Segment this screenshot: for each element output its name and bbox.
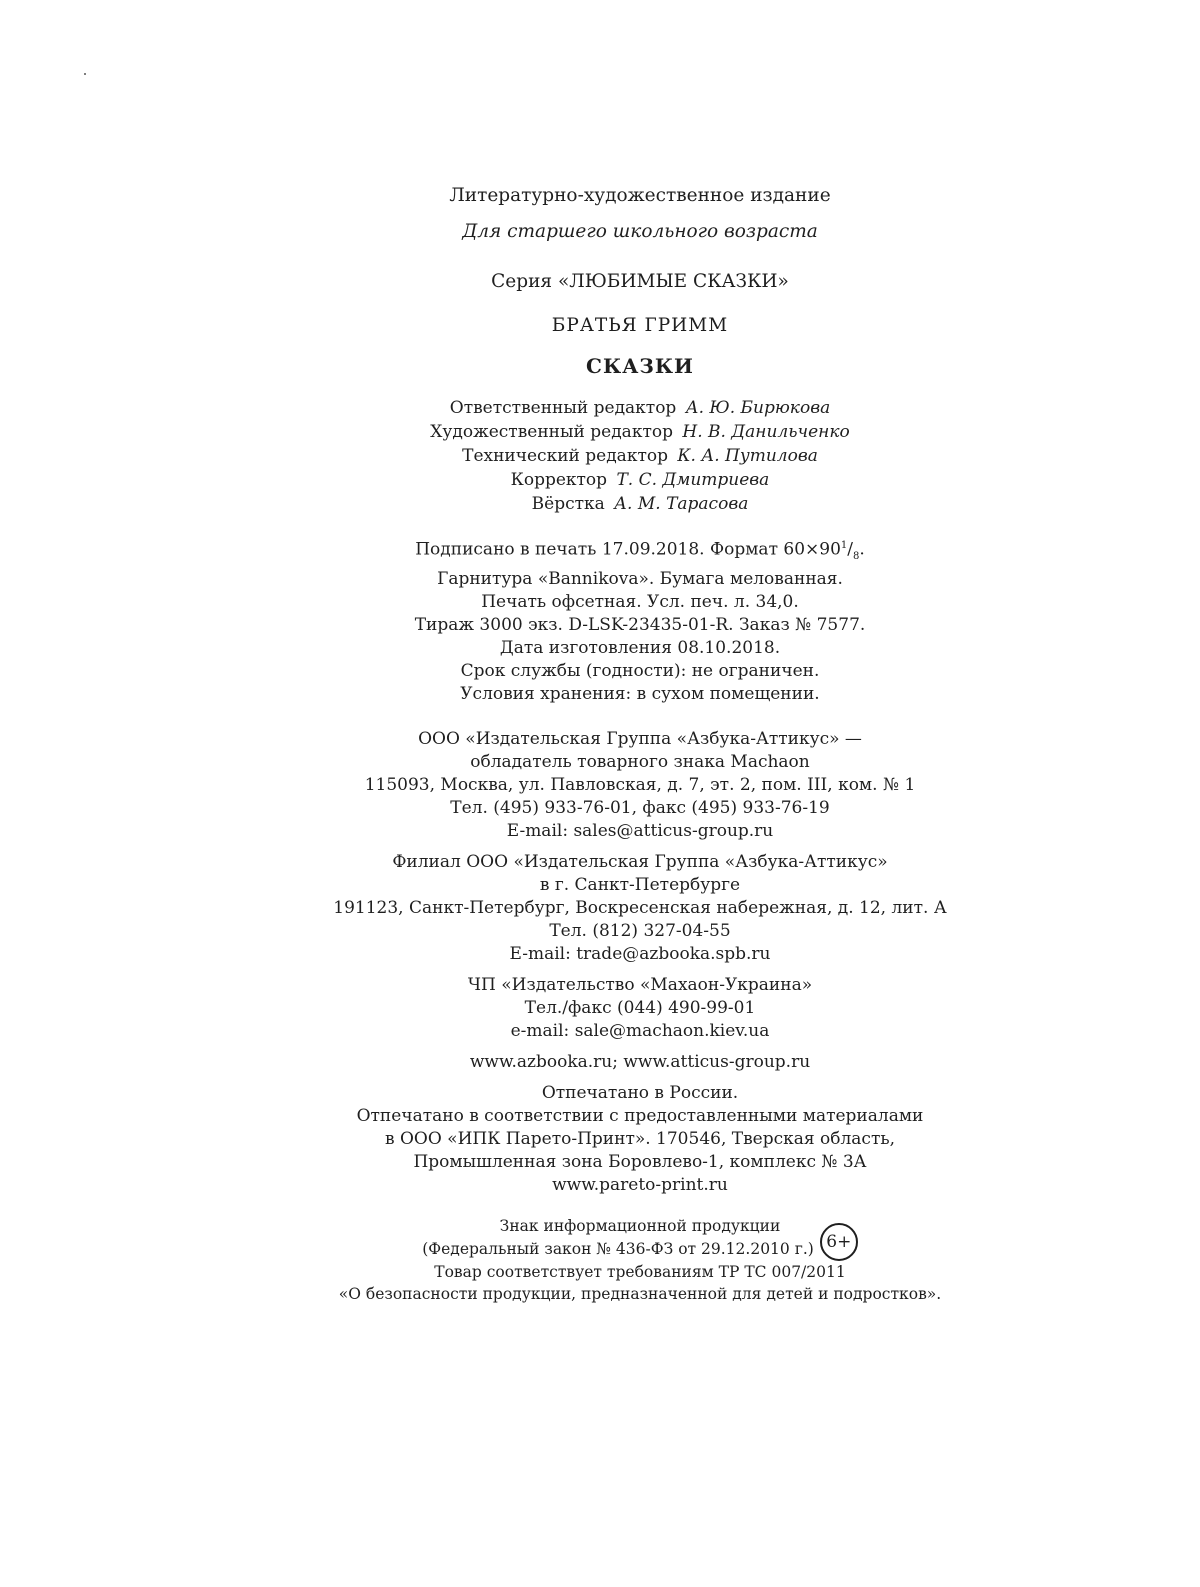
ukraine-block: [0, 974, 1200, 1043]
print-info-block: [0, 534, 1200, 706]
info-sign-row: [422, 1232, 858, 1261]
edition-type: Литературно-художественное издание: [449, 185, 831, 206]
shelf-life: Срок службы (годности): не ограничен.: [460, 661, 820, 682]
header-block: [0, 178, 1200, 388]
format-period: .: [859, 539, 865, 560]
credit-line: [0, 444, 1200, 468]
credit-name: А. Ю. Бирюкова: [685, 398, 831, 418]
typeface-line: Гарнитура «Bannikova». Бумага мелованная.: [437, 569, 843, 590]
credits-block: [0, 396, 1200, 516]
credit-role: Корректор: [510, 470, 608, 490]
author: БРАТЬЯ ГРИММ: [551, 315, 729, 336]
credit-line: [0, 468, 1200, 492]
credit-name: Н. В. Данильченко: [682, 422, 850, 442]
credit-line: [0, 420, 1200, 444]
credit-role: Технический редактор: [462, 446, 668, 466]
publisher-email: E-mail: sales@atticus-group.ru: [506, 821, 774, 842]
websites-block: [0, 1051, 1200, 1074]
storage-conditions: Условия хранения: в сухом помещении.: [460, 684, 820, 705]
printed-in: Отпечатано в России.: [541, 1083, 739, 1104]
printer-address: Промышленная зона Боровлево-1, комплекс № 3А: [413, 1152, 867, 1173]
credit-line: [0, 492, 1200, 516]
branch-city: в г. Санкт-Петербурге: [539, 875, 741, 896]
info-sign-law-row: [0, 1232, 1200, 1261]
printer-note: Отпечатано в соответствии с предоставленными материалами: [356, 1106, 924, 1127]
format-numerator: 1: [840, 540, 848, 551]
branch-address: 191123, Санкт-Петербург, Воскресенская набережная, д. 12, лит. А: [333, 898, 947, 919]
websites: www.azbooka.ru; www.atticus-group.ru: [469, 1052, 811, 1073]
branch-name: Филиал ООО «Издательская Группа «Азбука-Аттикус»: [392, 852, 888, 873]
info-sign-title: Знак информационной продукции: [499, 1217, 781, 1236]
ukraine-name: ЧП «Издательство «Махаон-Украина»: [467, 975, 813, 996]
branch-email: E-mail: trade@azbooka.spb.ru: [509, 944, 771, 965]
safety-regulation: «О безопасности продукции, предназначенной для детей и подростков».: [338, 1285, 942, 1304]
printer-block: [0, 1082, 1200, 1197]
branch-block: [0, 851, 1200, 966]
ukraine-phone: Тел./факс (044) 490-99-01: [524, 998, 756, 1019]
circulation-line: Тираж 3000 экз. D-LSK-23435-01-R. Заказ № 7577.: [414, 615, 866, 636]
credit-role: Ответственный редактор: [449, 398, 677, 418]
credit-name: А. М. Тарасова: [614, 494, 749, 514]
publisher-address: 115093, Москва, ул. Павловская, д. 7, эт. 2, пом. III, ком. № 1: [364, 775, 916, 796]
format-denominator: 8: [853, 551, 860, 563]
info-sign-block: [0, 1215, 1200, 1305]
publisher-name: ООО «Издательская Группа «Азбука-Аттикус» —: [418, 729, 862, 750]
publisher-block: [0, 728, 1200, 843]
tr-ts-compliance: Товар соответствует требованиям ТР ТС 007/2011: [434, 1263, 846, 1282]
credit-line: [0, 396, 1200, 420]
manufacture-date: Дата изготовления 08.10.2018.: [499, 638, 781, 659]
credit-name: Т. С. Дмитриева: [616, 470, 770, 490]
branch-phone: Тел. (812) 327-04-55: [549, 921, 731, 942]
format-slash: /: [847, 539, 853, 560]
credit-role: Вёрстка: [531, 494, 605, 514]
print-signed: Подписано в печать 17.09.2018. Формат 60×90: [415, 539, 841, 560]
audience: Для старшего школьного возраста: [462, 221, 818, 242]
info-sign-law: (Федеральный закон № 436-ФЗ от 29.12.2010 г.): [422, 1240, 814, 1259]
credit-role: Художественный редактор: [430, 422, 673, 442]
book-title: СКАЗКИ: [586, 354, 694, 378]
printing-line: Печать офсетная. Усл. печ. л. 34,0.: [481, 592, 799, 613]
imprint-page: [0, 178, 1200, 1305]
publisher-phone: Тел. (495) 933-76-01, факс (495) 933-76-19: [450, 798, 830, 819]
print-format-line: [0, 534, 1200, 568]
scan-speck: [84, 73, 86, 75]
age-rating-badge: 6+: [820, 1223, 858, 1261]
printer-name: в ООО «ИПК Парето-Принт». 170546, Тверская область,: [384, 1129, 896, 1150]
credit-name: К. А. Путилова: [677, 446, 818, 466]
ukraine-email: e-mail: sale@machaon.kiev.ua: [510, 1021, 770, 1042]
series: Серия «ЛЮБИМЫЕ СКАЗКИ»: [491, 271, 789, 292]
printer-website: www.pareto-print.ru: [552, 1175, 728, 1196]
publisher-trademark: обладатель товарного знака Machaon: [470, 752, 810, 773]
